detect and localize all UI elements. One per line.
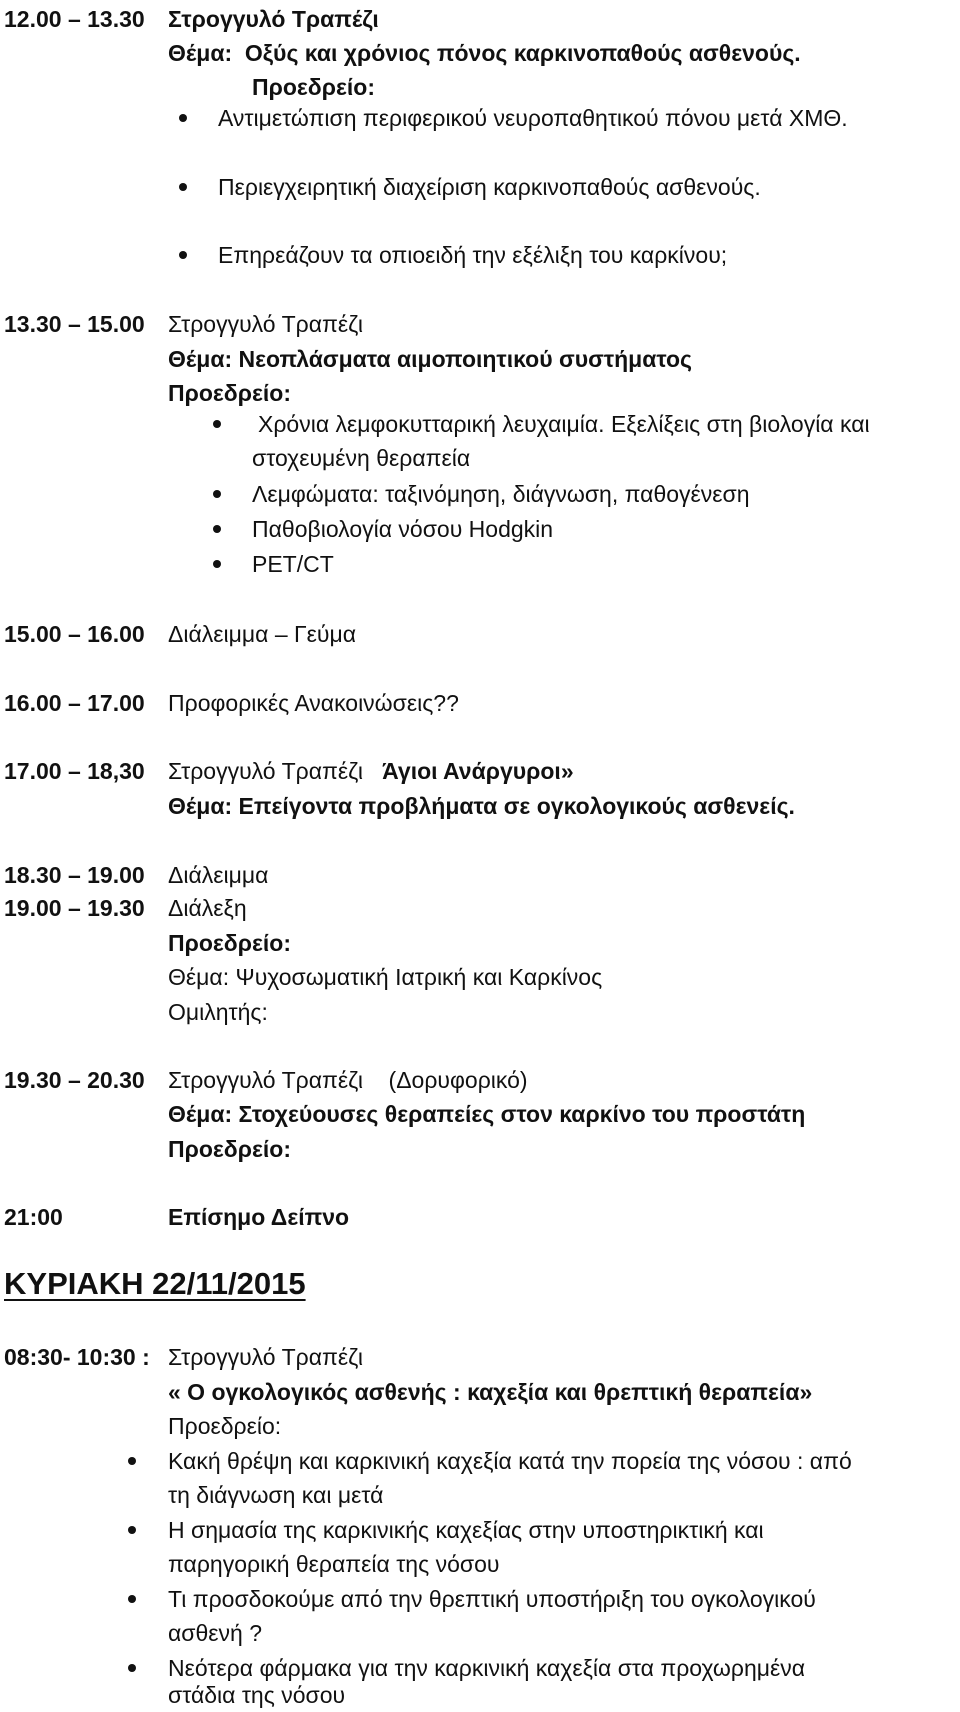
session-topic: Θέμα: Ψυχοσωματική Ιατρική και Καρκίνος (168, 964, 603, 990)
chair-label: Προεδρείο: (168, 1413, 282, 1439)
session-title (168, 754, 574, 788)
list-item: Η σημασία της καρκινικής καχεξίας στην υποστηρικτική και (168, 1517, 764, 1543)
bullet-icon (179, 251, 187, 259)
session-title: Στρογγυλό Τραπέζι (168, 311, 363, 337)
session-title: Προφορικές Ανακοινώσεις?? (168, 690, 459, 716)
session-topic (168, 36, 801, 70)
session-title: Στρογγυλό Τραπέζι (168, 6, 379, 32)
session-time: 18.30 – 19.00 (4, 862, 145, 888)
title-text: Στρογγυλό Τραπέζι (168, 758, 363, 784)
list-item: Τι προσδοκούμε από την θρεπτική υποστήριξη του ογκολογικού (168, 1586, 816, 1612)
session-title: Διάλεξη (168, 895, 247, 921)
bullet-icon (213, 560, 221, 568)
session-topic: « Ο ογκολογικός ασθενής : καχεξία και θρεπτική θεραπεία» (168, 1379, 813, 1405)
topic-label: Θέμα: (168, 40, 233, 66)
session-time: 19.30 – 20.30 (4, 1067, 145, 1093)
title-text: Στρογγυλό Τραπέζι (168, 1067, 363, 1093)
bullet-icon (128, 1457, 136, 1465)
session-title: Στρογγυλό Τραπέζι (168, 1344, 363, 1370)
list-item: Παθοβιολογία νόσου Hodgkin (252, 516, 554, 542)
session-time: 17.00 – 18,30 (4, 758, 145, 784)
list-item: PET/CT (252, 551, 334, 577)
session-time: 15.00 – 16.00 (4, 621, 145, 647)
session-time: 19.00 – 19.30 (4, 895, 145, 921)
bullet-icon (128, 1595, 136, 1603)
session-topic: Θέμα: Επείγοντα προβλήματα σε ογκολογικούς ασθενείς. (168, 793, 795, 819)
topic-text: Οξύς και χρόνιος πόνος καρκινοπαθούς ασθενούς. (244, 40, 801, 66)
list-item-continued: τη διάγνωση και μετά (168, 1482, 384, 1508)
list-item-continued: παρηγορική θεραπεία της νόσου (168, 1551, 500, 1577)
session-time: 16.00 – 17.00 (4, 690, 145, 716)
list-item: Επηρεάζουν τα οπιοειδή την εξέλιξη του καρκίνου; (218, 242, 728, 268)
session-time: 12.00 – 13.30 (4, 6, 145, 32)
session-title: Διάλειμμα – Γεύμα (168, 621, 357, 647)
session-time: 21:00 (4, 1204, 63, 1230)
chair-label: Προεδρείο: (168, 1136, 291, 1162)
list-item-continued: στάδια της νόσου (168, 1682, 346, 1708)
bullet-icon (213, 525, 221, 533)
bullet-icon (179, 114, 187, 122)
title-bold-text: Άγιοι Ανάργυροι» (382, 758, 574, 784)
session-title: Επίσημο Δείπνο (168, 1204, 350, 1230)
list-item: Νεότερα φάρμακα για την καρκινική καχεξία στα προχωρημένα (168, 1655, 806, 1681)
chair-label: Προεδρείο: (252, 74, 375, 100)
list-item: Κακή θρέψη και καρκινική καχεξία κατά την πορεία της νόσου : από (168, 1448, 852, 1474)
bullet-icon (213, 420, 221, 428)
bullet-icon (179, 183, 187, 191)
list-item: Χρόνια λεμφοκυτταρική λευχαιμία. Εξελίξεις στη βιολογία και (258, 411, 870, 437)
title-extra-text: (Δορυφορικό) (388, 1067, 528, 1093)
list-item-continued: στοχευμένη θεραπεία (252, 445, 471, 471)
session-topic: Θέμα: Νεοπλάσματα αιμοποιητικού συστήματος (168, 346, 692, 372)
list-item-continued: ασθενή ? (168, 1620, 263, 1646)
list-item: Αντιμετώπιση περιφερικού νευροπαθητικού πόνου μετά ΧΜΘ. (218, 105, 848, 131)
session-title (168, 1063, 528, 1097)
speaker-label: Ομιλητής: (168, 999, 268, 1025)
chair-label: Προεδρείο: (168, 930, 291, 956)
session-title: Διάλειμμα (168, 862, 269, 888)
session-time: 08:30- 10:30 : (4, 1344, 150, 1370)
day-heading: ΚΥΡΙΑΚΗ 22/11/2015 (4, 1266, 306, 1301)
session-topic: Θέμα: Στοχεύουσες θεραπείες στον καρκίνο του προστάτη (168, 1101, 806, 1127)
chair-label: Προεδρείο: (168, 380, 291, 406)
session-time: 13.30 – 15.00 (4, 311, 145, 337)
bullet-icon (213, 490, 221, 498)
bullet-icon (128, 1664, 136, 1672)
list-item: Λεμφώματα: ταξινόμηση, διάγνωση, παθογένεση (252, 481, 750, 507)
list-item: Περιεγχειρητική διαχείριση καρκινοπαθούς ασθενούς. (218, 174, 761, 200)
bullet-icon (128, 1526, 136, 1534)
